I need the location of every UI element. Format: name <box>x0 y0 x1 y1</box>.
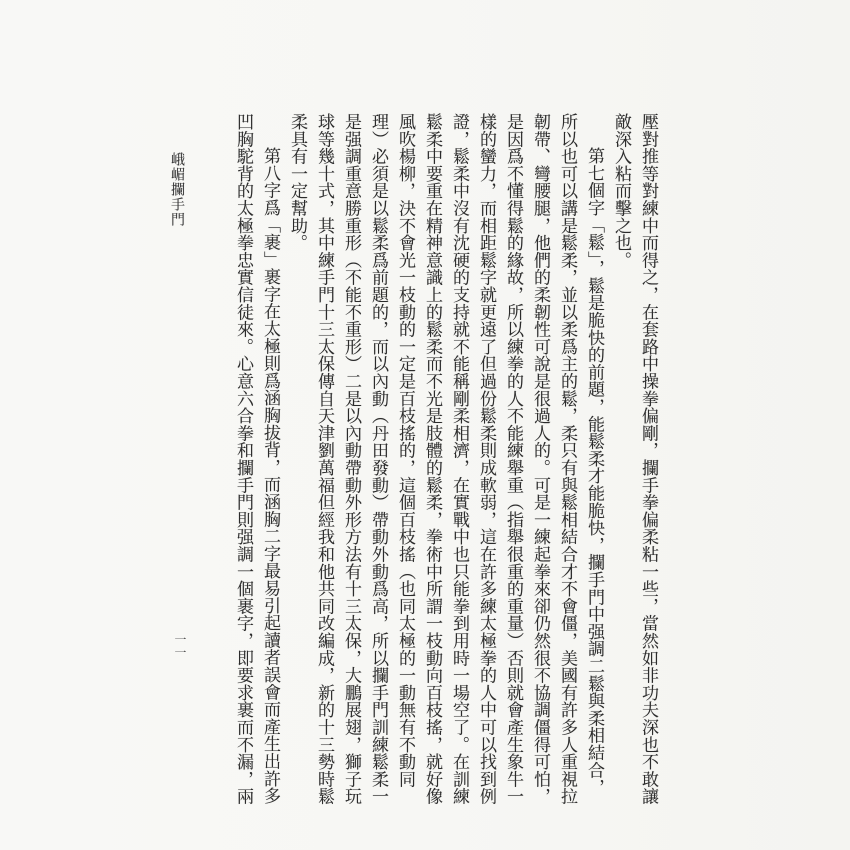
paragraph-eighth-character-guo: 第八字爲「裹」裹字在太極則爲涵胸拔背，而涵胸二字最易引起讀者誤會而產生出許多凹胸駝背的太極拳忠實信徒來。心意六合拳和攔手門則强調一個裹字，即要求裹而不漏，兩 <box>234 113 280 805</box>
running-head-book-title: 峨嵋攔手門 <box>169 152 184 227</box>
paragraph-continued: 壓對推等對練中而得之，在套路中操拳偏剛，攔手拳偏柔粘一些，當然如非功夫深也不敢讓敵深入粘而擊之也。 <box>612 113 658 805</box>
main-text-block <box>224 113 662 809</box>
paragraph-seventh-character-song: 第七個字「鬆」，鬆是脆快的前題，能鬆柔才能脆快，攔手門中强調二鬆與柔相結合，所以也可以講是鬆柔，並以柔爲主的鬆，柔只有與鬆相結合才不會僵，美國有許多人重視拉韌帶、彎腰腿，他們的柔韌性可說是很過人的。可是一練起拳來卻仍然很不協調僵得可怕，是因爲不懂得鬆的緣故，所以練拳的人不能練舉重（指舉很重的重量）否則就會產生象牛一樣的蠻力，而相距鬆字就更遠了但過份鬆柔則成軟弱，這在許多練太極拳的人中可以找到例證，鬆柔中沒有沈硬的支持就不能稱剛柔相濟，在實戰中也只能拳到用時一場空了。在訓練鬆柔中要重在精神意識上的鬆柔而不光是肢體的鬆柔，拳術中所謂一枝動向百枝搖，就好像風吹楊柳，決不會光一枝動的一定是百枝搖的，這個百枝搖（也同太極的一動無有不動同理）必須是以鬆柔爲前題的，而以內動（丹田發動）帶動外動爲高，所以攔手門訓練鬆柔一是强調重意勝重形（不能不重形）二是以內動帶動外形方法有十三太保，大鵬展翅，獅子玩球等幾十式，其中練手門十三太保傳自天津劉萬福但經我和他共同改編成，新的十三勢時鬆柔具有一定幫助。 <box>288 113 604 805</box>
page-number: 一一 <box>173 633 187 659</box>
